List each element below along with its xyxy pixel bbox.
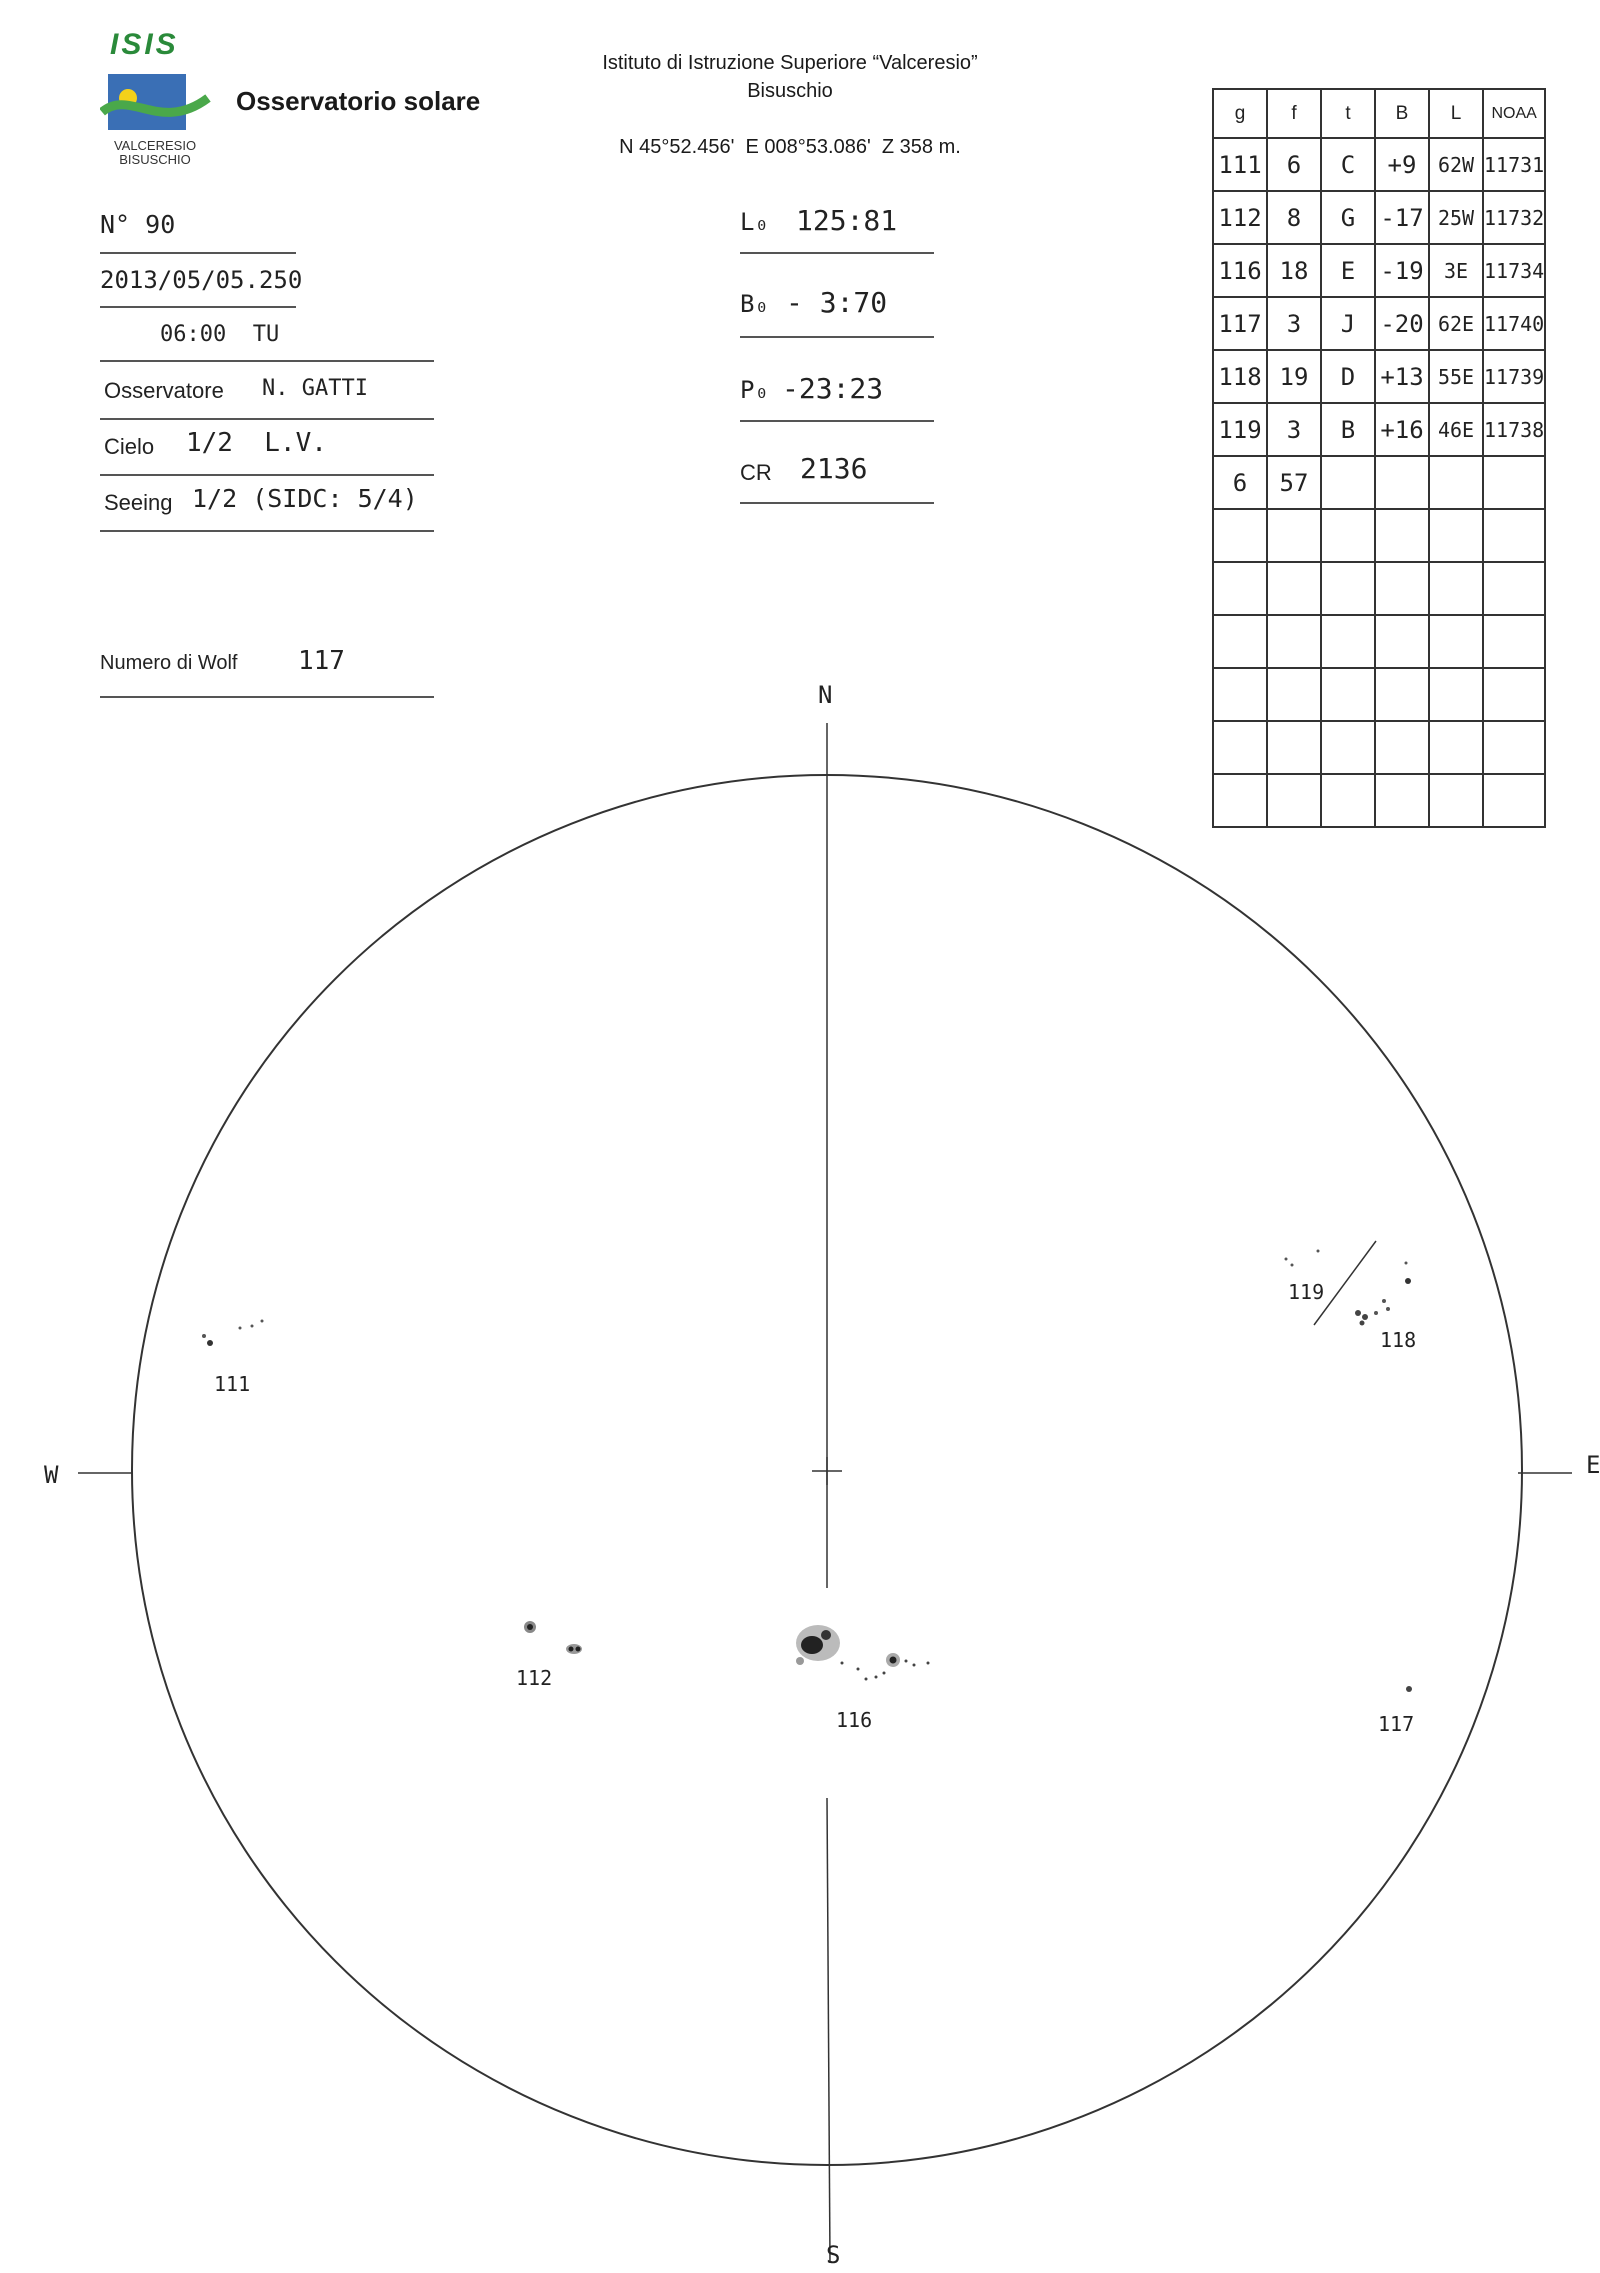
cr-value: 2136	[800, 452, 868, 485]
observer-label: Osservatore	[104, 378, 224, 403]
table-cell: 112	[1213, 191, 1267, 244]
sky-value: 1/2 L.V.	[186, 428, 327, 458]
wolf-value: 117	[298, 646, 345, 676]
table-row	[1213, 191, 1545, 244]
table-cell	[1429, 509, 1483, 562]
table-row	[1213, 456, 1545, 509]
table-header-cell: L	[1429, 89, 1483, 138]
table-cell: 11731	[1483, 138, 1545, 191]
table-row	[1213, 350, 1545, 403]
table-cell: D	[1321, 350, 1375, 403]
north-south-axis-lower	[827, 1798, 830, 2263]
record-number: N° 90	[100, 210, 176, 239]
seeing-value: 1/2 (SIDC: 5/4)	[192, 484, 418, 513]
logo	[100, 28, 220, 168]
table-cell: -17	[1375, 191, 1429, 244]
cr-label: CR	[740, 460, 772, 485]
table-cell	[1213, 509, 1267, 562]
south-label: S	[826, 2241, 841, 2269]
l0-label: L₀	[740, 208, 769, 236]
b0-label: B₀	[740, 290, 769, 318]
logo-caption-1: VALCERESIO	[113, 138, 197, 153]
table-cell: 3	[1267, 297, 1321, 350]
table-row	[1213, 244, 1545, 297]
table-cell	[1267, 615, 1321, 668]
table-cell	[1321, 615, 1375, 668]
wolf-label: Numero di Wolf	[100, 652, 238, 674]
table-header-cell: f	[1267, 89, 1321, 138]
record-date: 2013/05/05.250	[100, 266, 303, 294]
table-cell	[1429, 456, 1483, 509]
table-cell: 11739	[1483, 350, 1545, 403]
table-cell: 6	[1267, 138, 1321, 191]
table-cell: 62W	[1429, 138, 1483, 191]
sunspot-group-112	[516, 1621, 582, 1690]
sunspot-group-116	[796, 1625, 930, 1732]
record-time: 06:00 TU	[160, 322, 280, 347]
table-cell	[1267, 509, 1321, 562]
table-cell	[1321, 456, 1375, 509]
sunspot-group-118	[1355, 1262, 1416, 1353]
group-label-111: 111	[214, 1372, 251, 1396]
observatory-title: Osservatorio solare	[236, 86, 481, 116]
table-cell: C	[1321, 138, 1375, 191]
logo-caption-2: BISUSCHIO	[119, 152, 191, 167]
table-cell: 118	[1213, 350, 1267, 403]
table-cell: E	[1321, 244, 1375, 297]
table-cell	[1267, 562, 1321, 615]
logo-word: ISIS	[110, 28, 179, 61]
table-cell: 19	[1267, 350, 1321, 403]
p0-value: -23:23	[782, 372, 884, 405]
table-cell: 62E	[1429, 297, 1483, 350]
solar-disk-drawing	[0, 673, 1600, 2273]
table-cell: 117	[1213, 297, 1267, 350]
north-label: N	[818, 681, 833, 709]
table-cell	[1483, 615, 1545, 668]
table-header-cell: NOAA	[1483, 89, 1545, 138]
table-cell: -20	[1375, 297, 1429, 350]
table-cell: +16	[1375, 403, 1429, 456]
divider	[740, 420, 934, 422]
seeing-label: Seeing	[104, 490, 173, 515]
table-cell: 6	[1213, 456, 1267, 509]
table-row	[1213, 509, 1545, 562]
table-cell: 111	[1213, 138, 1267, 191]
group-label-116: 116	[836, 1708, 873, 1732]
table-row	[1213, 403, 1545, 456]
table-cell: 11734	[1483, 244, 1545, 297]
table-cell: 3E	[1429, 244, 1483, 297]
table-cell	[1321, 562, 1375, 615]
table-cell	[1213, 615, 1267, 668]
group-label-117: 117	[1378, 1712, 1415, 1736]
b0-value: - 3:70	[786, 286, 888, 319]
sunspot-group-117	[1378, 1686, 1414, 1736]
divider	[740, 336, 934, 338]
group-label-112: 112	[516, 1666, 553, 1690]
sunspot-group-119	[1285, 1241, 1377, 1325]
table-row	[1213, 615, 1545, 668]
table-cell: J	[1321, 297, 1375, 350]
table-cell	[1213, 562, 1267, 615]
table-row	[1213, 562, 1545, 615]
table-cell: 25W	[1429, 191, 1483, 244]
sky-label: Cielo	[104, 434, 155, 459]
table-cell: -19	[1375, 244, 1429, 297]
table-cell	[1321, 509, 1375, 562]
table-cell: 55E	[1429, 350, 1483, 403]
p0-label: P₀	[740, 376, 769, 404]
table-cell	[1375, 562, 1429, 615]
table-cell	[1375, 509, 1429, 562]
table-cell	[1483, 562, 1545, 615]
institute-line-1: Istituto di Istruzione Superiore “Valceresio”	[602, 52, 978, 74]
table-cell: 8	[1267, 191, 1321, 244]
divider	[100, 530, 434, 532]
table-cell: 11738	[1483, 403, 1545, 456]
table-cell: +9	[1375, 138, 1429, 191]
table-header-row	[1213, 89, 1545, 138]
table-cell: +13	[1375, 350, 1429, 403]
table-header-cell: B	[1375, 89, 1429, 138]
sunspot-group-111	[202, 1320, 264, 1397]
table-header-cell: t	[1321, 89, 1375, 138]
table-cell: 18	[1267, 244, 1321, 297]
west-label: W	[44, 1461, 59, 1489]
table-cell: 11740	[1483, 297, 1545, 350]
divider	[100, 418, 434, 420]
divider	[100, 306, 296, 308]
table-cell: 46E	[1429, 403, 1483, 456]
table-cell	[1483, 509, 1545, 562]
table-cell: B	[1321, 403, 1375, 456]
group-label-118: 118	[1380, 1328, 1417, 1352]
table-cell	[1483, 456, 1545, 509]
table-cell: 11732	[1483, 191, 1545, 244]
table-cell	[1429, 615, 1483, 668]
logo-emblem-icon	[100, 64, 220, 144]
table-cell: 116	[1213, 244, 1267, 297]
institute-line-2: Bisuschio	[747, 80, 833, 102]
group-label-119: 119	[1288, 1280, 1325, 1304]
east-label: E	[1586, 1451, 1600, 1479]
table-cell: 57	[1267, 456, 1321, 509]
table-cell	[1375, 615, 1429, 668]
divider	[100, 252, 296, 254]
table-cell: 3	[1267, 403, 1321, 456]
table-row	[1213, 297, 1545, 350]
l0-value: 125:81	[796, 204, 898, 237]
table-header-cell: g	[1213, 89, 1267, 138]
site-coordinates: N 45°52.456' E 008°53.086' Z 358 m.	[619, 136, 961, 158]
table-cell	[1429, 562, 1483, 615]
table-row	[1213, 138, 1545, 191]
table-cell	[1375, 456, 1429, 509]
table-cell: 119	[1213, 403, 1267, 456]
observer-value: N. GATTI	[262, 376, 368, 401]
divider	[740, 502, 934, 504]
divider	[100, 474, 434, 476]
divider	[100, 360, 434, 362]
divider	[740, 252, 934, 254]
table-cell: G	[1321, 191, 1375, 244]
